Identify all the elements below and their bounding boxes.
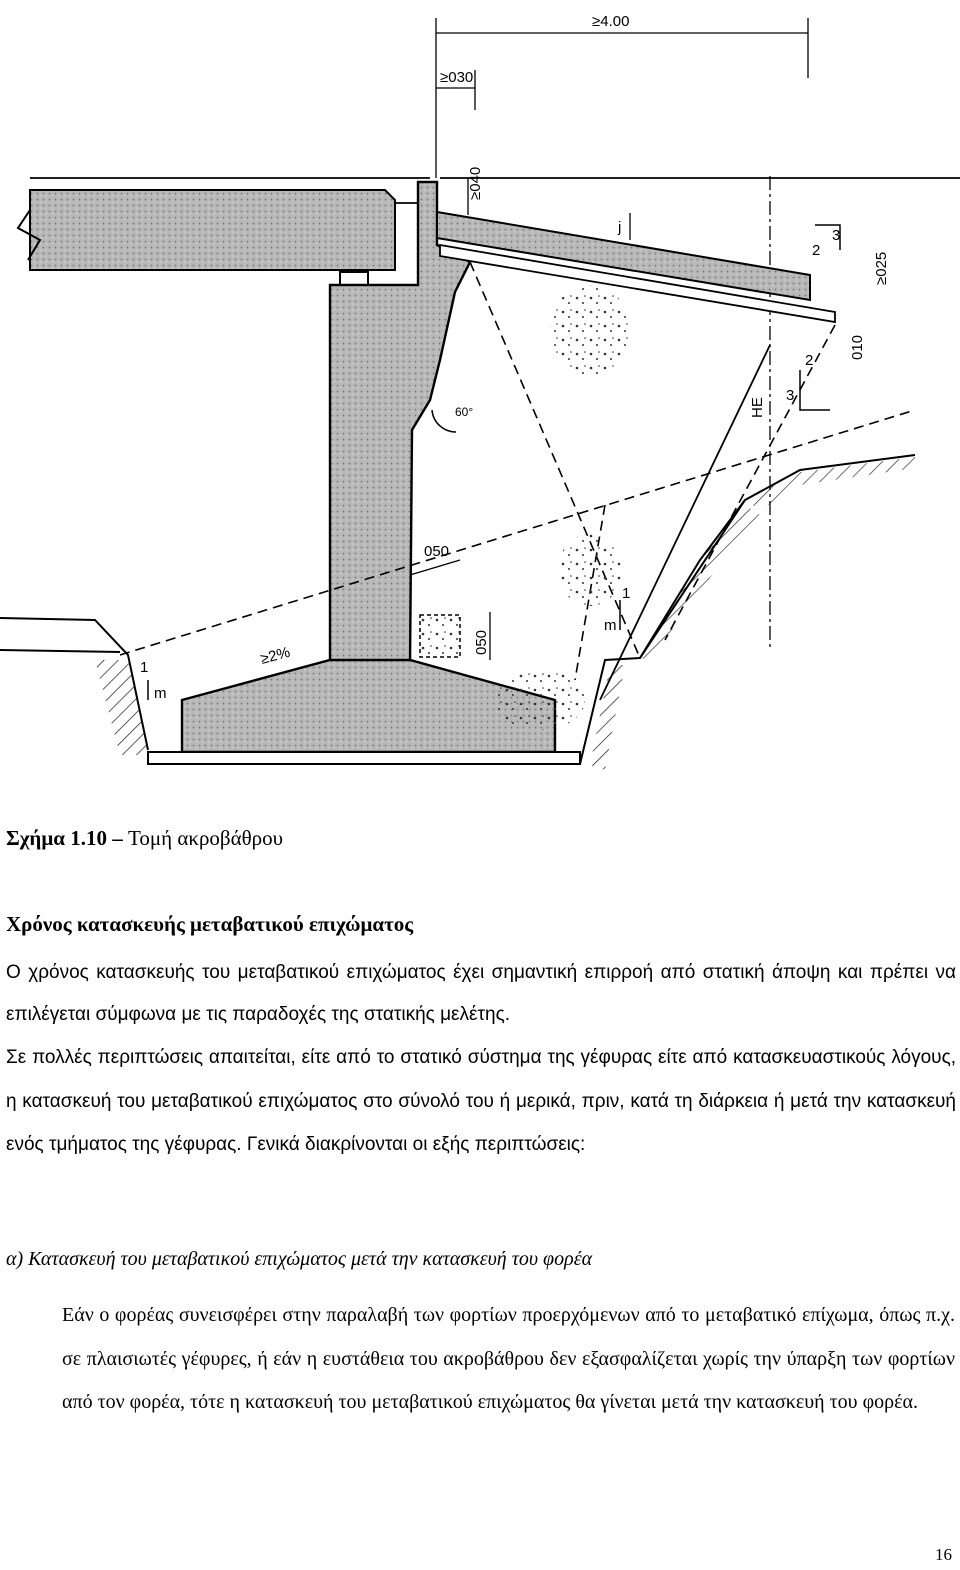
caption-label: Σχήμα 1.10	[6, 826, 107, 850]
section-heading: Χρόνος κατασκευής μεταβατικού επιχώματος	[6, 912, 414, 936]
label-grade: ≥2%	[258, 643, 292, 668]
label-width-top: ≥4.00	[592, 13, 630, 30]
label-height: HE	[749, 397, 766, 418]
figure-caption: Σχήμα 1.10 – Τομή ακροβάθρου	[6, 826, 284, 850]
svg-text:3: 3	[786, 387, 795, 404]
label-025: ≥025	[873, 251, 890, 285]
label-050-a: 050	[424, 543, 450, 560]
drain-box	[420, 615, 460, 657]
paragraph: Εάν ο φορέας συνεισφέρει στην παραλαβή των φορτίων προερχόμενων από το μεταβατικό επίχωμα, όπως π.χ. σε πλαισιωτές γέφυρες, ή εάν η ευστάθεια του ακροβάθρου δεν εξασφαλίζεται χωρίς την ύπαρξη των φορτίων από τον φορέα, τότε η κατασκευή του μεταβατικού επιχώματος θα γίνεται μετά την κατασκευή του φορέα.	[62, 1304, 955, 1414]
bridge-deck	[30, 190, 395, 270]
label-gap: ≥030	[440, 69, 474, 86]
svg-text:2: 2	[812, 242, 821, 259]
page-number: 16	[935, 1545, 952, 1564]
caption-title: Τομή ακροβάθρου	[127, 826, 284, 850]
gravel-area	[550, 285, 630, 375]
fill-dashed-lines	[120, 262, 915, 680]
label-depth: ≥040	[467, 166, 484, 200]
paragraph: Ο χρόνος κατασκευής του μεταβατικού επιχώματος έχει σημαντική επιρροή από στατική άποψη και πρέπει να επιλέγεται σύμφωνα με τις παραδοχές της στατικής μελέτης.	[6, 962, 956, 1025]
label-050-b: 050	[473, 629, 490, 655]
svg-text:m: m	[604, 617, 617, 634]
svg-text:m: m	[154, 685, 167, 702]
label-angle: 60°	[455, 405, 474, 419]
svg-text:1: 1	[140, 659, 149, 676]
subheading: α) Κατασκευή του μεταβατικού επιχώματος μετά την κατασκευή του φορέα	[6, 1248, 593, 1270]
svg-text:1: 1	[622, 585, 631, 602]
svg-text:2: 2	[805, 352, 814, 369]
label-j: j	[618, 219, 622, 236]
lean-concrete	[148, 752, 580, 764]
label-010: 010	[849, 334, 866, 360]
svg-text:3: 3	[832, 227, 841, 244]
paragraph: Σε πολλές περιπτώσεις απαιτείται, είτε από το στατικό σύστημα της γέφυρας είτε από κατασκευαστικούς λόγους, η κατασκευή του μεταβατικού επιχώματος στο σύνολό του ή μερικά, πριν, κατά τη διάρκεια ή μετά την κατασκευή ενός τμήματος της γέφυρας. Γενικά διακρίνονται οι εξής περιπτώσεις:	[6, 1047, 956, 1156]
